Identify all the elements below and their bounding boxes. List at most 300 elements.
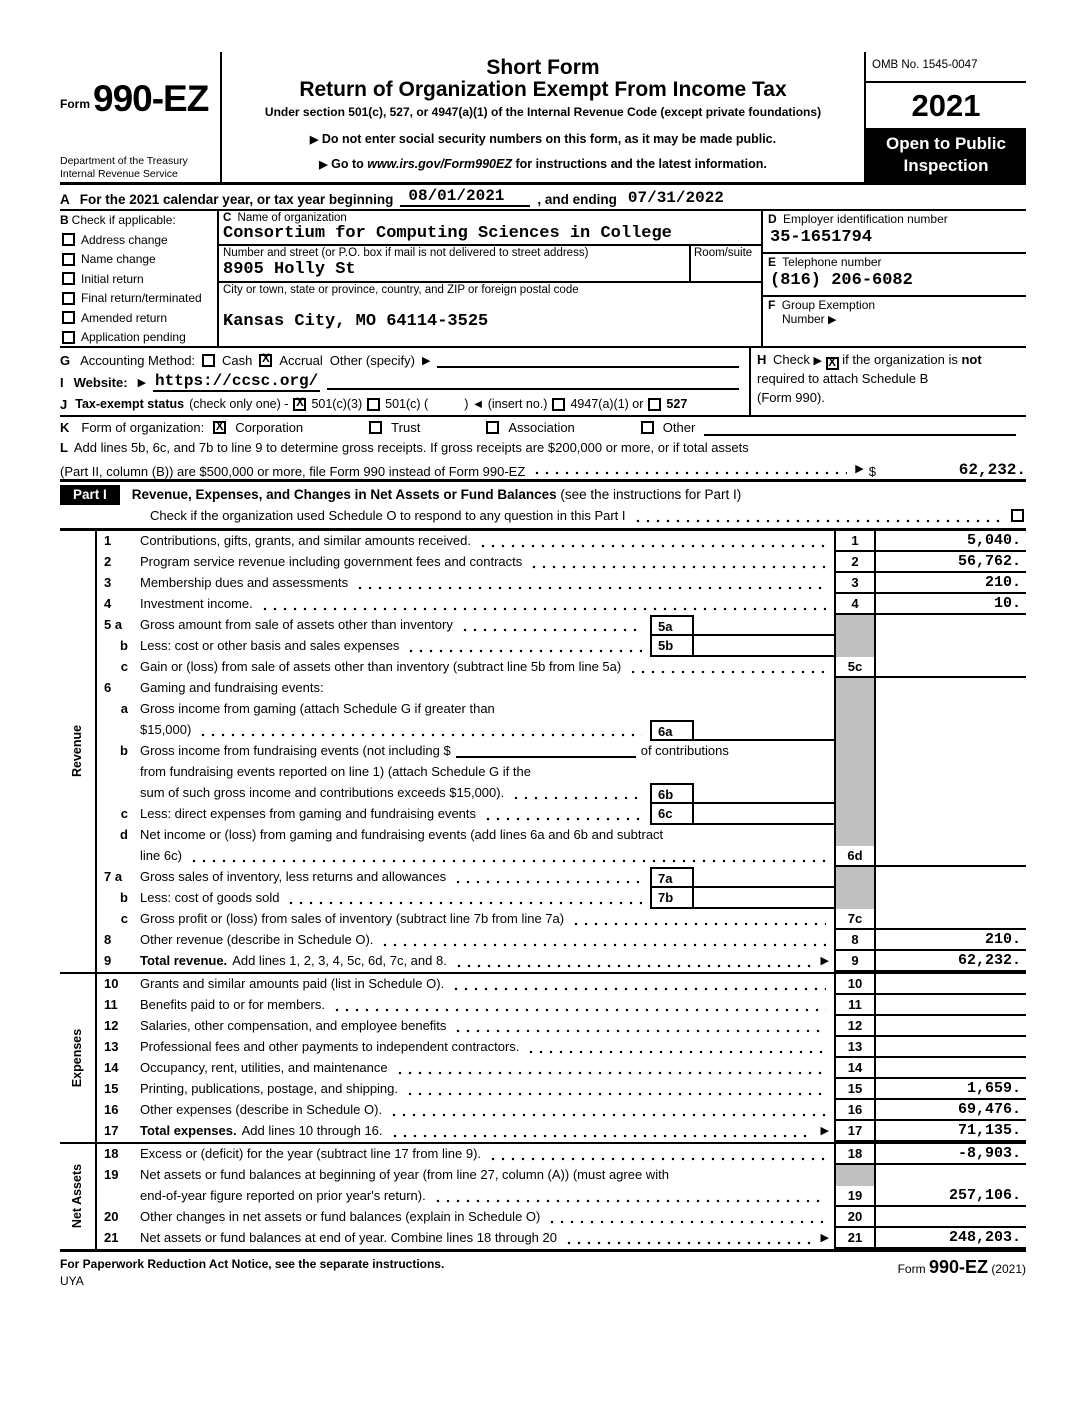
goto-instructions: ▶ Go to www.irs.gov/Form990EZ for instructions and the latest information. [319, 157, 767, 172]
checkbox-label: Name change [81, 252, 156, 267]
line-number-box [834, 699, 876, 720]
line-number: 20 [104, 1208, 119, 1224]
line-description: Investment income. [139, 594, 834, 615]
line-description: Professional fees and other payments to independent contractors. [139, 1037, 834, 1058]
dept-line-1: Department of the Treasury [60, 155, 188, 167]
city-label: City or town, state or province, country, and ZIP or foreign postal code [223, 284, 579, 297]
amount-cell [876, 1165, 1026, 1186]
line-number-box [834, 825, 876, 846]
org-form-checkbox-other[interactable] [641, 421, 654, 434]
form-line [97, 762, 1026, 783]
part1-badge: Part I [60, 485, 120, 505]
schedule-o-text: Check if the organization used Schedule O to respond to any question in this Part I [150, 507, 626, 523]
form-line [97, 825, 1026, 846]
form-line-7c [97, 909, 1026, 930]
line-number: 7 a [104, 868, 123, 884]
line-number: 15 [104, 1080, 119, 1096]
amount-cell-4[interactable]: 10. [876, 594, 1026, 615]
line-number-box [834, 762, 876, 783]
room-suite-cell[interactable]: Room/suite [689, 246, 761, 281]
checkbox[interactable] [62, 272, 75, 285]
form-content [60, 52, 1026, 1288]
line-number-box: 6d [834, 846, 876, 867]
line-number-box: 21 [834, 1228, 876, 1249]
line-description: end-of-year figure reported on prior year's return). [139, 1186, 834, 1207]
form-line [97, 1165, 1026, 1186]
line-number-box: 1 [834, 531, 876, 552]
form-footer [60, 1257, 1026, 1288]
form-line [97, 741, 1026, 762]
line-number-box [834, 636, 876, 657]
line-k: K Form of organization: X Corporation Trust Association Other [60, 415, 1026, 438]
amount-cell [876, 636, 1026, 657]
line-number: 4 [104, 595, 112, 611]
form-line-2 [97, 552, 1026, 573]
line-description: Gain or (loss) from sale of assets other than inventory (subtract line 5b from line 5a) [139, 657, 834, 678]
right-arrow-icon: ▶ [319, 159, 328, 172]
line-i: I Website: ▶ https://ccsc.org/ [60, 371, 749, 393]
form-title-block [222, 52, 866, 182]
ein-label: Employer identification number [783, 212, 948, 227]
form-line-11 [97, 995, 1026, 1016]
website-url[interactable]: https://ccsc.org/ [155, 372, 319, 391]
accounting-method-label: Accounting Method: [80, 352, 196, 368]
amount-cell [876, 825, 1026, 846]
check-if-applicable: B Check if applicable: Address change Name change Initial return Final return/terminated Amended return Application pending [60, 211, 219, 346]
org-name-field[interactable]: Consortium for Computing Sciences in College [219, 224, 761, 246]
line-description: from fundraising events reported on line 1) (attach Schedule G if the [140, 763, 531, 779]
amount-cell-17[interactable]: 71,135. [876, 1121, 1026, 1142]
form-header [60, 52, 1026, 185]
line-number: 10 [104, 975, 119, 991]
org-form-checkbox-trust[interactable] [369, 421, 382, 434]
org-form-option-label: Trust [391, 420, 421, 436]
form-line-16 [97, 1100, 1026, 1121]
checkbox[interactable] [62, 311, 75, 324]
amount-cell-7c[interactable] [876, 909, 1026, 930]
form-line [97, 678, 1026, 699]
schedule-b-checkbox[interactable]: X [826, 357, 839, 370]
checkif-item [62, 272, 215, 286]
irs-url: www.irs.gov/Form990EZ [367, 157, 512, 172]
org-form-option-label: Association [508, 420, 575, 436]
org-form-options [213, 420, 1026, 436]
omb-number: OMB No. 1545-0047 [866, 52, 1026, 83]
org-form-label: Form of organization: [81, 420, 205, 436]
line-description: Less: cost or other basis and sales expenses [139, 636, 650, 657]
group-exemption-section: F Group Exemption Number ▶ [768, 298, 876, 327]
line-description: Contributions, gifts, grants, and similar amounts received. [139, 531, 834, 552]
status-4947-checkbox[interactable] [552, 398, 565, 411]
line-number: 8 [104, 931, 112, 947]
line-number-box: 2 [834, 552, 876, 573]
line-number: 11 [104, 996, 118, 1012]
line-number: 13 [104, 1038, 119, 1054]
form-line-13 [97, 1037, 1026, 1058]
line-number: 21 [104, 1229, 119, 1245]
amount-cell [876, 762, 1026, 783]
line-description: Other revenue (describe in Schedule O). [139, 930, 834, 951]
form-line-20 [97, 1207, 1026, 1228]
line-l-1: L Add lines 5b, 6c, and 7b to line 9 to determine gross receipts. If gross receipts are $200,000 or more, or if total assets [60, 440, 749, 456]
title-subtitle: Under section 501(c), 527, or 4947(a)(1) of the Internal Revenue Code (except private foundations) [264, 105, 822, 120]
status-501c-checkbox[interactable] [367, 398, 380, 411]
line-number-box: 9 [834, 951, 876, 972]
line-description: sum of such gross income and contributions exceeds $15,000). [139, 783, 650, 804]
amount-cell-2[interactable]: 56,762. [876, 552, 1026, 573]
line-number-box [834, 720, 876, 741]
checkbox[interactable] [62, 331, 75, 344]
form-line-1 [97, 531, 1026, 552]
form-line [97, 720, 1026, 741]
form-line [97, 867, 1026, 888]
sub-line-box-6c: 6c [650, 804, 694, 825]
form-line-15 [97, 1079, 1026, 1100]
line-number: c [120, 805, 128, 821]
amount-cell [876, 699, 1026, 720]
form-line-14 [97, 1058, 1026, 1079]
line-number: 18 [104, 1145, 119, 1161]
right-arrow-icon: ▶ [820, 1232, 829, 1245]
right-arrow-icon: ▶ [828, 314, 837, 327]
line-number-box [834, 1165, 876, 1186]
part1-table [60, 531, 1026, 1252]
form-line-6d [97, 846, 1026, 867]
schedule-o-checkline [60, 506, 1026, 531]
inline-blank-field[interactable] [456, 741, 636, 758]
amount-cell-21[interactable]: 248,203. [876, 1228, 1026, 1249]
line-number: 16 [104, 1101, 119, 1117]
amount-cell-19[interactable]: 257,106. [876, 1186, 1026, 1207]
line-description: Gross profit or (loss) from sales of inventory (subtract line 7b from line 7a) [139, 909, 834, 930]
line-description: Membership dues and assessments [139, 573, 834, 594]
dept-line-2: Internal Revenue Service [60, 167, 178, 180]
tax-year-end-field[interactable]: 07/31/2022 [627, 189, 724, 208]
line-number-box: 14 [834, 1058, 876, 1079]
line-description: Benefits paid to or for members. [139, 995, 834, 1016]
line-number: d [120, 826, 128, 842]
title-main: Return of Organization Exempt From Income Tax [299, 78, 787, 102]
amount-cell [876, 888, 1026, 909]
street-field[interactable]: 8905 Holly St [223, 260, 356, 280]
checkbox[interactable] [62, 292, 75, 305]
footer-form-id: Form 990-EZ (2021) [897, 1256, 1026, 1277]
website-blank [327, 374, 739, 390]
tax-exempt-status-label: Tax-exempt status [75, 397, 185, 412]
form-line [97, 615, 1026, 636]
line-number-box: 12 [834, 1016, 876, 1037]
line-number: c [120, 658, 128, 674]
line-number-box: 17 [834, 1121, 876, 1142]
line-description: Program service revenue including government fees and contracts [139, 552, 834, 573]
form-line-3 [97, 573, 1026, 594]
amount-cell-6d[interactable] [876, 846, 1026, 867]
uya-code: UYA [60, 1273, 84, 1288]
right-arrow-icon: ▶ [137, 376, 147, 389]
line-number: 14 [104, 1059, 119, 1075]
sub-amount-cell-6b[interactable] [694, 783, 834, 804]
amount-cell [876, 804, 1026, 825]
line-g: G Accounting Method: Cash X Accrual Other (specify) ▶ [60, 349, 749, 371]
amount-cell-12[interactable] [876, 1016, 1026, 1037]
amount-cell [876, 783, 1026, 804]
line-description: Other expenses (describe in Schedule O). [139, 1100, 834, 1121]
entity-block [60, 209, 1026, 348]
org-form-checkbox-association[interactable] [486, 421, 499, 434]
line-l-2: (Part II, column (B)) are $500,000 or more, file Form 990 instead of Form 990-EZ ▶ $ 62,232. [60, 458, 1026, 479]
line-number: c [120, 910, 128, 926]
form-line-9 [97, 951, 1026, 972]
right-arrow-icon: ▶ [820, 955, 829, 968]
phone-label: Telephone number [782, 255, 882, 270]
method-status-block [60, 348, 1026, 415]
form-line-17 [97, 1121, 1026, 1142]
omb-year-block [866, 52, 1026, 182]
org-form-option-label: Corporation [235, 420, 304, 436]
form-line-10 [97, 974, 1026, 995]
line-description: Gross income from gaming (attach Schedule G if greater than [140, 700, 495, 716]
sub-line-box-5a: 5a [650, 615, 694, 636]
checkif-item [62, 291, 215, 305]
checkif-list [60, 233, 215, 345]
line-description: Excess or (deficit) for the year (subtract line 17 from line 9). [139, 1144, 834, 1165]
sub-amount-cell-5b[interactable] [694, 636, 834, 657]
amount-cell-15[interactable]: 1,659. [876, 1079, 1026, 1100]
checkif-item [62, 311, 215, 325]
line-number: 5 a [104, 616, 123, 632]
ein-phone-column [763, 211, 1026, 346]
ein-field[interactable]: 35-1651794 [770, 228, 873, 248]
checkbox[interactable] [62, 233, 75, 246]
line-number-box [834, 741, 876, 762]
form-line [97, 699, 1026, 720]
amount-cell-16[interactable]: 69,476. [876, 1100, 1026, 1121]
amount-cell [876, 867, 1026, 888]
line-description: Grants and similar amounts paid (list in Schedule O). [139, 974, 834, 995]
status-501c3-checkbox[interactable]: X [293, 398, 306, 411]
line-number: 1 [104, 532, 112, 548]
amount-cell [876, 615, 1026, 636]
form-line-5c [97, 657, 1026, 678]
line-number: 17 [104, 1122, 119, 1138]
line-number-box [834, 615, 876, 636]
amount-cell-10[interactable] [876, 974, 1026, 995]
sub-line-box-6a: 6a [650, 720, 694, 741]
section-side-label: Net Assets [60, 1144, 97, 1249]
line-description: Gross sales of inventory, less returns and allowances [139, 867, 650, 888]
amount-cell [876, 741, 1026, 762]
line-a-text: For the 2021 calendar year, or tax year beginning [79, 192, 394, 208]
form-line-4 [97, 594, 1026, 615]
line-description: Gaming and fundraising events: [140, 679, 324, 695]
line-number-box: 20 [834, 1207, 876, 1228]
line-number [97, 783, 139, 804]
form-line [97, 888, 1026, 909]
checkbox-label: Amended return [81, 310, 168, 325]
form-line [97, 783, 1026, 804]
accrual-checkbox[interactable]: X [259, 354, 272, 367]
right-arrow-icon: ▶ [813, 355, 822, 368]
form-number: 990-EZ [93, 78, 209, 119]
org-identity-column: C Name of organization Consortium for Computing Sciences in College Number and street (or P.O. box if mail is not delivered to street address) 8905 Holly St Room/suite City or town, state or province, country, and ZIP or foreign postal code Kansas City, MO 64114-3525 [219, 211, 763, 346]
checkbox-label: Address change [81, 232, 168, 247]
line-number [97, 846, 139, 867]
line-description: Net assets or fund balances at beginning of year (from line 27, column (A)) (must agree with [140, 1166, 669, 1182]
other-specify-label: Other (specify) [329, 352, 415, 368]
line-number [97, 762, 139, 783]
sub-line-box-7a: 7a [650, 867, 694, 888]
line-number: b [120, 637, 128, 653]
amount-cell-11[interactable] [876, 995, 1026, 1016]
line-description: Gross income from fundraising events (not including $ of contributions [140, 742, 729, 758]
line-description: Total revenue. Add lines 1, 2, 3, 4, 5c, 6d, 7c, and 8. ▶ [139, 951, 834, 972]
line-description: Less: direct expenses from gaming and fundraising events [139, 804, 650, 825]
form-line [97, 636, 1026, 657]
line-number-box: 19 [834, 1186, 876, 1207]
cash-checkbox[interactable] [202, 354, 215, 367]
checkbox-label: Application pending [81, 330, 186, 345]
phone-section: E Telephone number (816) 206-6082 [763, 254, 1026, 297]
status-527-checkbox[interactable] [648, 398, 661, 411]
line-a-mid-text: , and ending [537, 192, 617, 208]
line-number: 9 [104, 952, 112, 968]
line-number-box [834, 783, 876, 804]
amount-cell-1[interactable]: 5,040. [876, 531, 1026, 552]
form-line-19 [97, 1186, 1026, 1207]
line-number [97, 1186, 139, 1207]
right-arrow-icon: ▶ [855, 462, 864, 475]
line-number-box: 11 [834, 995, 876, 1016]
amount-cell [876, 678, 1026, 699]
checkbox-label: Final return/terminated [81, 291, 202, 306]
line-number: b [120, 889, 128, 905]
amount-cell-20[interactable] [876, 1207, 1026, 1228]
tax-year-begin-field[interactable]: 08/01/2021 [400, 187, 530, 207]
line-description: Salaries, other compensation, and employee benefits [139, 1016, 834, 1037]
line-number-box: 18 [834, 1144, 876, 1165]
amount-cell-8[interactable]: 210. [876, 930, 1026, 951]
line-number: 19 [104, 1166, 119, 1182]
form-line-8 [97, 930, 1026, 951]
org-form-checkbox-corporation[interactable]: X [213, 421, 226, 434]
table-section-revenue [60, 531, 1026, 972]
checkif-item [62, 252, 215, 266]
right-arrow-icon: ▶ [309, 134, 319, 147]
table-section-expenses [60, 972, 1026, 1142]
line-number: 12 [104, 1017, 119, 1033]
form-line-21 [97, 1228, 1026, 1249]
line-description: Net income or (loss) from gaming and fundraising events (add lines 6a and 6b and subtract [140, 826, 664, 842]
sub-amount-cell-5a[interactable] [694, 615, 834, 636]
table-section-net-assets [60, 1142, 1026, 1249]
checkbox[interactable] [62, 253, 75, 266]
title-short-form: Short Form [486, 56, 600, 79]
line-description: Net assets or fund balances at end of year. Combine lines 18 through 20 ▶ [139, 1228, 834, 1249]
line-number: 2 [104, 553, 112, 569]
line-description: line 6c) [139, 846, 834, 867]
line-number-box: 5c [834, 657, 876, 678]
line-description: $15,000) [139, 720, 650, 741]
org-name-label: Name of organization [237, 212, 347, 225]
website-label: Website: [73, 374, 128, 390]
ssn-warning: ▶ Do not enter social security numbers on this form, as it may be made public. [309, 132, 777, 147]
line-number: 3 [104, 574, 112, 590]
amount-cell-14[interactable] [876, 1058, 1026, 1079]
department-block [60, 155, 216, 180]
ein-section: D Employer identification number 35-1651794 [763, 211, 1026, 254]
form-line [97, 804, 1026, 825]
street-label: Number and street (or P.O. box if mail is not delivered to street address) [223, 247, 589, 260]
sub-line-box-7b: 7b [650, 888, 694, 909]
line-number-box [834, 888, 876, 909]
line-description: Occupancy, rent, utilities, and maintenance [139, 1058, 834, 1079]
line-description: Gross amount from sale of assets other than inventory [139, 615, 650, 636]
line-number-box: 3 [834, 573, 876, 594]
sub-amount-cell-6a[interactable] [694, 720, 834, 741]
line-number-box: 15 [834, 1079, 876, 1100]
line-h: H Check ▶ X if the organization is not required to attach Schedule B (Form 990). [749, 348, 1026, 415]
checkif-item [62, 330, 215, 344]
line-number: 6 [104, 679, 112, 695]
line-number-box [834, 678, 876, 699]
section-side-label: Expenses [60, 974, 97, 1142]
part1-header: Part I Revenue, Expenses, and Changes in Net Assets or Fund Balances (see the instructions for Part I) [60, 479, 1026, 506]
right-arrow-icon: ▶ [820, 1125, 829, 1138]
sub-amount-cell-7b[interactable] [694, 888, 834, 909]
gross-receipts-amount[interactable]: 62,232. [958, 460, 1026, 479]
sub-line-box-5b: 5b [650, 636, 694, 657]
line-number: a [120, 700, 128, 716]
checkif-item [62, 233, 215, 247]
phone-field[interactable]: (816) 206-6082 [770, 271, 913, 291]
amount-cell-9[interactable]: 62,232. [876, 951, 1026, 972]
line-number-box [834, 867, 876, 888]
right-arrow-icon: ▶ [422, 354, 431, 367]
line-number-box: 10 [834, 974, 876, 995]
line-a [60, 185, 1026, 209]
amount-cell-3[interactable]: 210. [876, 573, 1026, 594]
org-form-option-label: Other [662, 420, 696, 436]
line-number-box: 13 [834, 1037, 876, 1058]
sub-line-box-6b: 6b [650, 783, 694, 804]
schedule-o-checkbox[interactable] [1011, 509, 1024, 522]
org-form-other-blank[interactable] [704, 420, 1016, 436]
amount-cell-13[interactable] [876, 1037, 1026, 1058]
line-j: J Tax-exempt status (check only one) - X 501(c)(3) 501(c) ( ) ◄ (insert no.) 4947(a)(1) or 527 [60, 396, 688, 412]
amount-cell-5c[interactable] [876, 657, 1026, 678]
checkbox-label: Initial return [81, 271, 144, 286]
section-side-label: Revenue [60, 531, 97, 972]
line-number-box: 4 [834, 594, 876, 615]
sub-amount-cell-6c[interactable] [694, 804, 834, 825]
amount-cell-18[interactable]: -8,903. [876, 1144, 1026, 1165]
tax-year: 2021 [911, 88, 981, 123]
line-a-label: A [60, 192, 70, 208]
form-number-block [60, 52, 222, 182]
form-word: Form [60, 96, 90, 111]
amount-cell [876, 720, 1026, 741]
line-number-box: 16 [834, 1100, 876, 1121]
line-number [97, 720, 139, 741]
other-specify-blank[interactable] [437, 352, 739, 368]
line-description: Printing, publications, postage, and shipping. [139, 1079, 834, 1100]
line-number-box: 8 [834, 930, 876, 951]
open-to-public-badge: Open to Public Inspection [866, 128, 1026, 182]
sub-amount-cell-7a[interactable] [694, 867, 834, 888]
form-line-18 [97, 1144, 1026, 1165]
city-field[interactable]: Kansas City, MO 64114-3525 [223, 312, 489, 332]
line-description: Other changes in net assets or fund balances (explain in Schedule O) [139, 1207, 834, 1228]
